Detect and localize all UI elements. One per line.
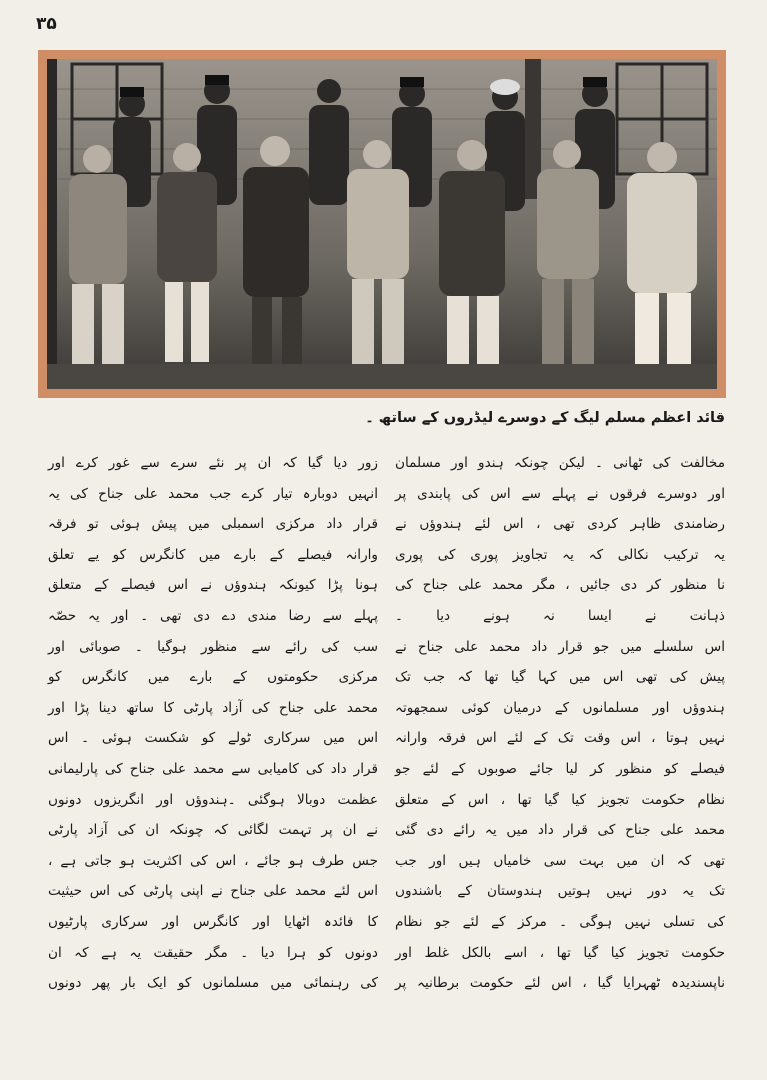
text-line: عظمت دوبالا ہوگئی ۔ہندوؤں اور انگریزوں دونوں xyxy=(48,791,378,808)
text-line: مخالفت کی ٹھانی ۔ لیکن چونکہ ہندو اور مسلمان xyxy=(395,455,725,471)
text-line: دونوں کو ہرا دیا ۔ مگر حقیقت یہ ہے کہ ان xyxy=(48,944,378,961)
text-line: انہیں دوبارہ تیار کرے جب محمد علی جناح کی یہ xyxy=(48,485,378,502)
text-line: یہ ترکیب نکالی کہ یہ تجاویز پوری کی پوری xyxy=(395,546,725,563)
text-line: نہیں ہوتا ، اس وقت تک کے لئے اس فرقہ وارانہ xyxy=(395,730,725,747)
text-line: ہونا پڑا کیونکہ ہندوؤں نے اس فیصلے کے متعلق xyxy=(48,577,378,594)
text-line: وارانہ فیصلے کے بارے میں کانگرس کو یے تعلق xyxy=(48,546,378,563)
text-line: قرار داد کی کامیابی سے محمد علی جناح کی پارلیمانی xyxy=(48,760,378,777)
text-line: رضامندی ظاہر کردی تھی ، اس لئے ہندوؤں نے xyxy=(395,516,725,533)
text-line: زور دیا گیا کہ ان پر نئے سرے سے غور کرے اور xyxy=(48,455,378,471)
group-portrait-photo xyxy=(47,59,717,389)
text-line: نا منظور کر دی جائیں ، مگر محمد علی جناح کی xyxy=(395,577,725,594)
text-line: پیش کی تھی اس میں کہا گیا تھا کہ جب تک xyxy=(395,669,725,686)
text-line: ناپسندیدہ ٹھہرایا گیا ، اس لئے حکومت برطانیہ پر xyxy=(395,975,725,992)
text-line: پہلے سے رضا مندی دے دی تھی ۔ اور یہ حصّہ xyxy=(48,607,378,624)
text-line: سب کی رائے سے منظور ہوگیا ۔ صوبائی اور xyxy=(48,638,378,655)
text-line: اس میں سرکاری ٹولے کو شکست ہوئی ۔ اس xyxy=(48,730,378,747)
text-line: جس طرف ہو جائے ، اس کی اکثریت ہو جاتی ہے ، xyxy=(48,852,378,869)
text-line: اور دوسرے فرقوں نے پہلے سے اس کی پابندی پر xyxy=(395,485,725,502)
photo-caption: قائد اعظم مسلم لیگ کے دوسرے لیڈروں کے ساتھ ۔ xyxy=(365,410,725,426)
text-line: محمد علی جناح کی آزاد پارٹی کا ساتھ دینا پڑا اور xyxy=(48,699,378,716)
page-number: ۳۵ xyxy=(36,14,57,34)
photo-illustration xyxy=(47,59,717,389)
text-column-right xyxy=(395,448,725,999)
text-line: نے ان پر تہمت لگائی کہ چونکہ ان کی آزاد پارٹی xyxy=(48,822,378,839)
text-line: ذہانت نے ایسا نہ ہونے دیا ۔ xyxy=(395,607,725,624)
text-column-left xyxy=(48,448,378,999)
text-line: کی رہنمائی میں مسلمانوں کو ایک بار پھر دونوں xyxy=(48,975,378,992)
text-line: مرکزی حکومتوں کے بارے میں کانگرس کو xyxy=(48,669,378,686)
text-line: ہندوؤں اور مسلمانوں کے درمیان کوئی سمجھوتہ xyxy=(395,699,725,716)
text-line: حکومت تجویز کیا گیا تھا ، اسے بالکل غلط اور xyxy=(395,944,725,961)
text-line: فیصلے کو منظور کر لیا جائے صوبوں کے لئے جو xyxy=(395,760,725,777)
text-line: کی تسلی نہیں ہوگی ۔ مرکز کے لئے جو نظام xyxy=(395,913,725,930)
text-line: اس سلسلے میں جو قرار داد محمد علی جناح نے xyxy=(395,638,725,655)
text-line: قرار داد مرکزی اسمبلی میں پیش ہوئی تو فرقہ xyxy=(48,516,378,533)
photo-frame xyxy=(38,50,726,398)
text-line: نظام حکومت تجویز کیا گیا تھا ، اس کے متعلق xyxy=(395,791,725,808)
text-line: تھی کہ ان میں بہت سی خامیاں ہیں اور جب xyxy=(395,852,725,869)
text-line: محمد علی جناح کی قرار داد میں یہ رائے دی گئی xyxy=(395,822,725,839)
text-line: اس لئے محمد علی جناح نے اپنی پارٹی کی اس حیثیت xyxy=(48,883,378,900)
text-line: کا فائدہ اٹھایا اور کانگرس اور سرکاری پارٹیوں xyxy=(48,913,378,930)
text-line: تک یہ دور نہیں ہوتیں ہندوستان کے باشندوں xyxy=(395,883,725,900)
